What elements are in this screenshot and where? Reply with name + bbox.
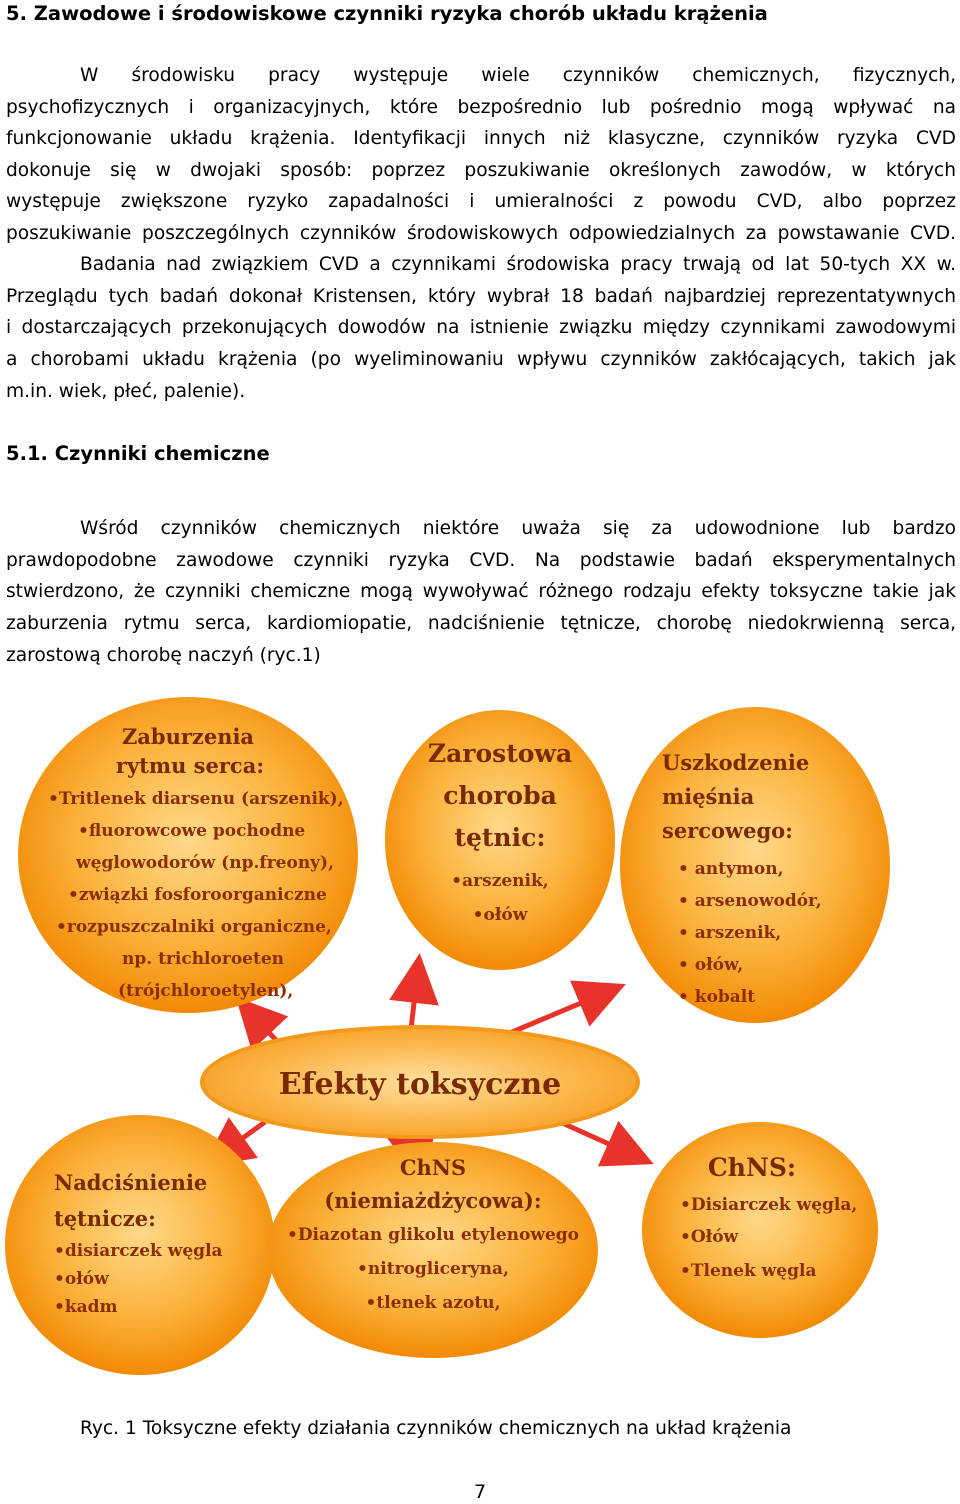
circle-item: •Tritlenek diarsenu (arszenik), xyxy=(48,789,344,809)
circle-item: •tlenek azotu, xyxy=(365,1293,501,1313)
circle-item: • arszenik, xyxy=(678,923,782,943)
toxic-effects-diagram xyxy=(0,690,960,1380)
circle-item: •arszenik, xyxy=(451,871,549,891)
circle-title: Nadciśnienie xyxy=(54,1170,208,1195)
text-line: Badania nad związkiem CVD a czynnikami środowiska pracy trwają od lat 50-tych XX w. xyxy=(80,254,956,275)
circle-title: Zarostowa xyxy=(427,739,573,768)
circle-arrhythmia xyxy=(18,697,358,1013)
circle-title: Uszkodzenie xyxy=(662,750,810,775)
center-label: Efekty toksyczne xyxy=(278,1067,562,1102)
section-heading: 5. Zawodowe i środowiskowe czynniki ryzyka chorób układu krążenia xyxy=(6,2,768,25)
circle-title: tętnicze: xyxy=(54,1206,156,1231)
circle-title: choroba xyxy=(443,781,557,810)
text-line: występuje zwiększone ryzyko zapadalności i umieralności z powodu CVD, albo poprzez xyxy=(6,191,956,212)
circle-item: węglowodorów (np.freony), xyxy=(76,853,335,873)
circle-title: tętnic: xyxy=(454,823,546,852)
circle-title: mięśnia xyxy=(662,784,755,809)
text-line: stwierdzono, że czynniki chemiczne mogą wywoływać różnego rodzaju efekty toksyczne takie jak xyxy=(6,581,956,602)
text-line: poszukiwanie poszczególnych czynników środowiskowych odpowiedzialnych za powstawanie CVD. xyxy=(6,223,956,244)
circle-item: •Ołów xyxy=(680,1227,739,1247)
circle-item: •disiarczek węgla xyxy=(54,1241,223,1261)
circle-hypertension xyxy=(5,1115,275,1375)
circle-item: • kobalt xyxy=(678,987,756,1007)
text-line: zarostową chorobę naczyń (ryc.1) xyxy=(6,645,321,666)
arrow xyxy=(505,990,612,1035)
circle-title: (niemiażdżycowa): xyxy=(324,1188,542,1213)
subsection-heading: 5.1. Czynniki chemiczne xyxy=(6,442,270,465)
circle-chns xyxy=(642,1122,878,1338)
text-line: funkcjonowanie układu krążenia. Identyfikacji innych niż klasyczne, czynników ryzyka CVD xyxy=(6,128,956,149)
arrow xyxy=(560,1122,640,1158)
circle-item: •fluorowcowe pochodne xyxy=(78,821,306,841)
circle-title: rytmu serca: xyxy=(115,753,265,778)
circle-item: •Disiarczek węgla, xyxy=(680,1195,858,1215)
circle-myocardial-damage xyxy=(620,707,890,1023)
circle-chns-nonatherosclerotic xyxy=(268,1142,598,1358)
text-line: prawdopodobne zawodowe czynniki ryzyka CVD. Na podstawie badań eksperymentalnych xyxy=(6,550,956,571)
circle-item: •Tlenek węgla xyxy=(680,1261,817,1281)
text-line: W środowisku pracy występuje wiele czynników chemicznych, fizycznych, xyxy=(80,65,956,86)
circle-title: ChNS: xyxy=(707,1153,797,1182)
circle-item: • arsenowodór, xyxy=(678,891,822,911)
text-line: i dostarczających przekonujących dowodów na istnienie związku między czynnikami zawodowymi xyxy=(6,317,956,338)
text-line: Wśród czynników chemicznych niektóre uważa się za udowodnione lub bardzo xyxy=(80,518,956,539)
circle-title: Zaburzenia xyxy=(121,724,255,749)
circle-item: •rozpuszczalniki organiczne, xyxy=(56,917,332,937)
text-line: Przeglądu tych badań dokonał Kristensen, który wybrał 18 badań najbardziej reprezentatywnych xyxy=(6,286,956,307)
circle-item: np. trichloroeten xyxy=(122,949,284,969)
text-line: a chorobami układu krążenia (po wyeliminowaniu wpływu czynników zakłócających, takich jak xyxy=(6,349,956,370)
center-toxic-effects xyxy=(202,1027,638,1137)
circle-item: •Diazotan glikolu etylenowego xyxy=(286,1225,580,1245)
circle-title: sercowego: xyxy=(662,818,793,843)
circle-item: •ołów xyxy=(54,1269,109,1289)
circle-item: •nitrogliceryna, xyxy=(357,1259,509,1279)
circle-item: • antymon, xyxy=(678,859,784,879)
circle-item: •związki fosforoorganiczne xyxy=(68,885,327,905)
circle-title: ChNS xyxy=(399,1155,467,1180)
circle-item: (trójchloroetylen), xyxy=(118,981,294,1001)
circle-item: •ołów xyxy=(472,905,528,925)
text-line: m.in. wiek, płeć, palenie). xyxy=(6,381,246,402)
figure-caption: Ryc. 1 Toksyczne efekty działania czynników chemicznych na układ krążenia xyxy=(80,1418,792,1439)
text-line: zaburzenia rytmu serca, kardiomiopatie, nadciśnienie tętnicze, chorobę niedokrwienną serca, xyxy=(6,613,956,634)
page-number: 7 xyxy=(473,1481,487,1503)
text-line: dokonuje się w dwojaki sposób: poprzez poszukiwanie określonych zawodów, w których xyxy=(6,160,956,181)
circle-item: •kadm xyxy=(54,1297,118,1317)
circle-item: • ołów, xyxy=(678,955,744,975)
text-line: psychofizycznych i organizacyjnych, które bezpośrednio lub pośrednio mogą wpływać na xyxy=(6,97,956,118)
circle-arterial-disease xyxy=(385,710,615,970)
